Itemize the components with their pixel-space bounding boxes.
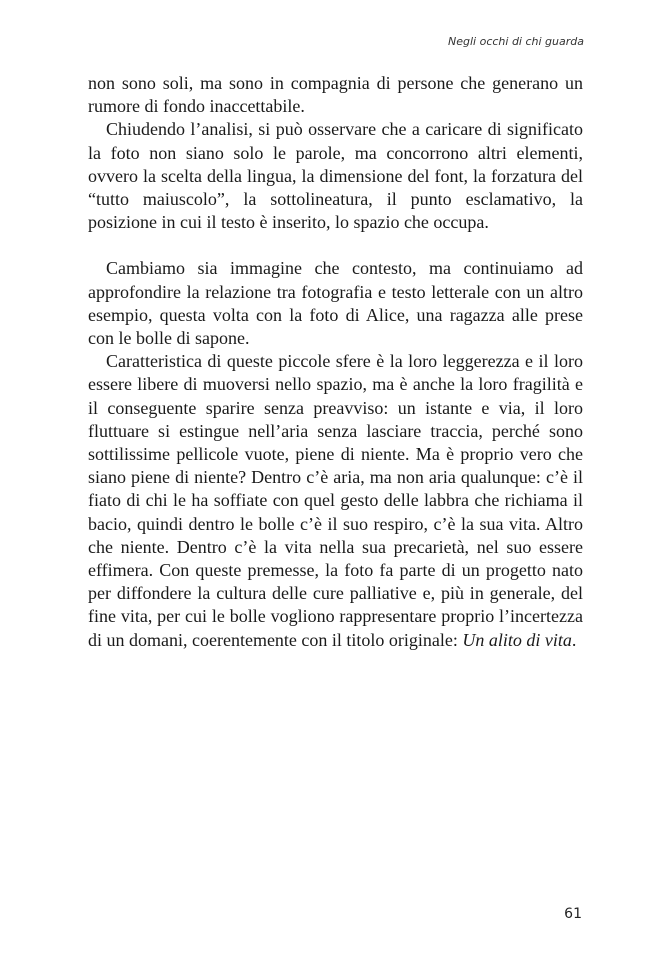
paragraph <box>88 350 583 652</box>
paragraph-end: . <box>571 629 577 650</box>
paragraph: Cambiamo sia immagine che contesto, ma continuiamo ad approfondire la relazione tra fotografia e testo letterale con un altro esempio, questa volta con la foto di Alice, una ragazza alle prese con le bolle di sapone. <box>88 258 583 349</box>
paragraph: Chiudendo l’analisi, si può osservare che a caricare di significato la foto non siano solo le parole, ma concorrono altri elementi, ovvero la scelta della lingua, la dimensione del font, la forzatura del “tutto maiuscolo”, la sottolineatura, il punto esclamativo, la posizione in cui il testo è inserito, lo spazio che occupa. <box>88 119 583 233</box>
paragraph-text: Caratteristica di queste piccole sfere è la loro leggerezza e il loro essere libere di muoversi nello spazio, ma è anche la loro fragilità e il conseguente sparire senza preavviso: un istante e via, il loro fluttuare si estingue nell’aria senza lasciare traccia, perché sono sottilissime pellicole vuote, piene di niente. Ma è proprio vero che siano piene di niente? Dentro c’è aria, ma non aria qualunque: c’è il fiato di chi le ha soffiate con quel gesto delle labbra che richiama il bacio, quindi dentro le bolle c’è il suo respiro, c’è la sua vita. Altro che niente. Dentro c’è la vita nella sua precarietà, nel suo essere effimera. Con queste premesse, la foto fa parte di un progetto nato per diffondere la cultura delle cure palliative e, più in generale, del fine vita, per cui le bolle vogliono rappresentare proprio l’incertezza di un domani, coerentemente con il titolo originale: <box>88 351 583 650</box>
paragraph: non sono soli, ma sono in compagnia di persone che generano un rumore di fondo inaccettabile. <box>88 73 583 117</box>
body-text <box>88 72 583 652</box>
running-header: Negli occhi di chi guarda <box>448 35 584 48</box>
page-number: 61 <box>564 906 582 922</box>
italic-title: Un alito di vita <box>462 629 572 650</box>
